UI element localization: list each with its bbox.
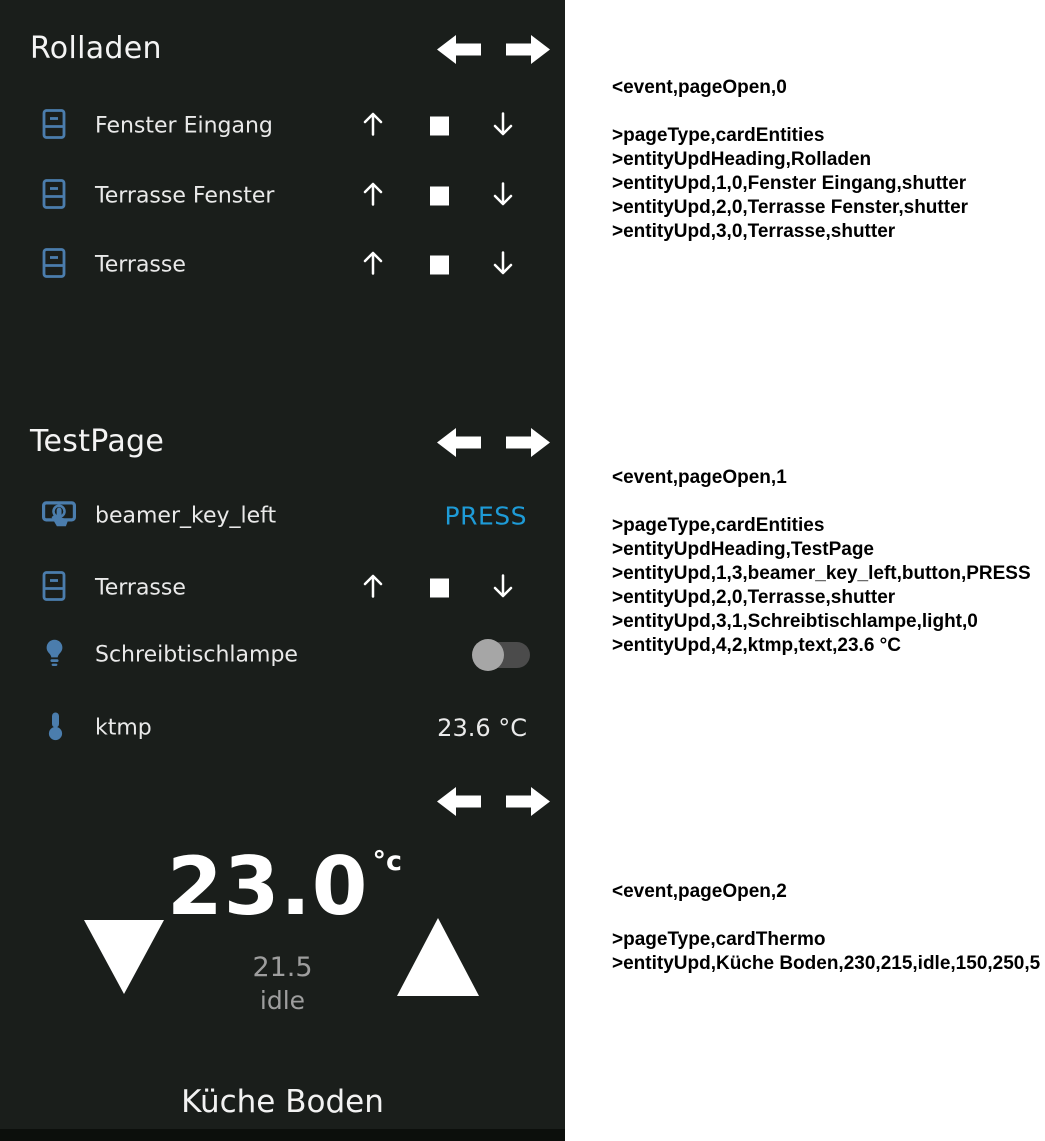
shutter-down-button[interactable] bbox=[490, 110, 516, 143]
entity-label: Terrasse bbox=[95, 252, 186, 278]
protocol-log-page1 bbox=[612, 466, 1042, 658]
entity-row-schreibtischlampe bbox=[0, 632, 565, 678]
page-next-button[interactable] bbox=[506, 786, 550, 817]
shutter-down-button[interactable] bbox=[490, 249, 516, 282]
press-button[interactable]: PRESS bbox=[444, 501, 527, 531]
temp-unit: °c bbox=[372, 845, 402, 877]
protocol-log-page0 bbox=[612, 76, 1042, 244]
thermometer-icon bbox=[42, 711, 69, 746]
log-line: >pageType,cardEntities bbox=[612, 125, 825, 146]
toggle-knob bbox=[472, 639, 504, 671]
window-shutter-icon bbox=[42, 179, 66, 214]
hvac-state: idle bbox=[259, 986, 306, 1015]
log-line: <event,pageOpen,1 bbox=[612, 467, 787, 488]
arrow-right-icon bbox=[506, 786, 550, 817]
entity-label: beamer_key_left bbox=[95, 503, 277, 529]
log-line: >pageType,cardThermo bbox=[612, 929, 826, 950]
card-heading-rolladen: Rolladen bbox=[30, 31, 162, 66]
arrow-left-icon bbox=[437, 34, 481, 65]
panel-bottom-bar bbox=[0, 1129, 565, 1141]
arrow-up-icon bbox=[360, 249, 386, 278]
log-line: >entityUpd,4,2,ktmp,text,23.6 °C bbox=[612, 635, 901, 656]
page-prev-button[interactable] bbox=[437, 427, 481, 458]
arrow-up-icon bbox=[360, 180, 386, 209]
log-line: >entityUpd,2,0,Terrasse,shutter bbox=[612, 587, 896, 608]
shutter-up-button[interactable] bbox=[360, 180, 386, 213]
arrow-up-icon bbox=[360, 572, 386, 601]
log-line: <event,pageOpen,0 bbox=[612, 77, 787, 98]
shutter-up-button[interactable] bbox=[360, 249, 386, 282]
shutter-down-button[interactable] bbox=[490, 572, 516, 605]
page-prev-button[interactable] bbox=[437, 786, 481, 817]
current-temp-value: 23.0 bbox=[167, 840, 369, 933]
window-shutter-icon bbox=[42, 571, 66, 606]
shutter-up-button[interactable] bbox=[360, 110, 386, 143]
temperature-value: 23.6 °C bbox=[437, 714, 527, 742]
entity-row-terrasse-fenster bbox=[0, 173, 565, 219]
window-shutter-icon bbox=[42, 248, 66, 283]
log-line: >entityUpd,Küche Boden,230,215,idle,150,250,5 bbox=[612, 953, 1041, 974]
entity-label: Fenster Eingang bbox=[95, 113, 273, 139]
entity-row-beamer-key-left bbox=[0, 493, 565, 539]
log-line: >entityUpdHeading,TestPage bbox=[612, 539, 875, 560]
thermostat-entity-name: Küche Boden bbox=[181, 1084, 384, 1120]
target-temperature: 21.5 bbox=[252, 952, 313, 983]
arrow-down-icon bbox=[490, 110, 516, 139]
shutter-stop-button[interactable] bbox=[430, 117, 449, 136]
log-line-blank bbox=[612, 490, 1042, 514]
gesture-tap-button-icon bbox=[42, 499, 76, 534]
arrow-right-icon bbox=[506, 34, 550, 65]
log-line: >entityUpdHeading,Rolladen bbox=[612, 149, 872, 170]
log-line-blank bbox=[612, 904, 1042, 928]
entity-label: Terrasse Fenster bbox=[95, 183, 275, 209]
shutter-stop-button[interactable] bbox=[430, 579, 449, 598]
arrow-left-icon bbox=[437, 786, 481, 817]
shutter-down-button[interactable] bbox=[490, 180, 516, 213]
arrow-down-icon bbox=[490, 249, 516, 278]
entity-label: ktmp bbox=[95, 715, 152, 741]
arrow-down-icon bbox=[490, 180, 516, 209]
card-heading-testpage: TestPage bbox=[30, 424, 165, 459]
arrow-up-icon bbox=[360, 110, 386, 139]
arrow-right-icon bbox=[506, 427, 550, 458]
entity-label: Terrasse bbox=[95, 575, 186, 601]
shutter-up-button[interactable] bbox=[360, 572, 386, 605]
entity-row-terrasse bbox=[0, 242, 565, 288]
arrow-down-icon bbox=[490, 572, 516, 601]
shutter-stop-button[interactable] bbox=[430, 256, 449, 275]
log-line: >entityUpd,3,0,Terrasse,shutter bbox=[612, 221, 896, 242]
log-line: >entityUpd,2,0,Terrasse Fenster,shutter bbox=[612, 197, 969, 218]
protocol-log-page2 bbox=[612, 880, 1042, 976]
log-line: >entityUpd,1,0,Fenster Eingang,shutter bbox=[612, 173, 967, 194]
window-shutter-icon bbox=[42, 109, 66, 144]
arrow-left-icon bbox=[437, 427, 481, 458]
page-next-button[interactable] bbox=[506, 427, 550, 458]
entity-label: Schreibtischlampe bbox=[95, 642, 298, 668]
page-prev-button[interactable] bbox=[437, 34, 481, 65]
entity-row-terrasse-2 bbox=[0, 565, 565, 611]
log-line: <event,pageOpen,2 bbox=[612, 881, 787, 902]
page-next-button[interactable] bbox=[506, 34, 550, 65]
log-line: >entityUpd,1,3,beamer_key_left,button,PRESS bbox=[612, 563, 1031, 584]
log-line-blank bbox=[612, 100, 1042, 124]
lightbulb-icon bbox=[42, 639, 67, 672]
entity-row-fenster-eingang bbox=[0, 103, 565, 149]
log-line: >entityUpd,3,1,Schreibtischlampe,light,0 bbox=[612, 611, 978, 632]
light-toggle-switch-off[interactable] bbox=[474, 642, 530, 668]
shutter-stop-button[interactable] bbox=[430, 187, 449, 206]
log-line: >pageType,cardEntities bbox=[612, 515, 825, 536]
entity-row-ktmp bbox=[0, 705, 565, 751]
